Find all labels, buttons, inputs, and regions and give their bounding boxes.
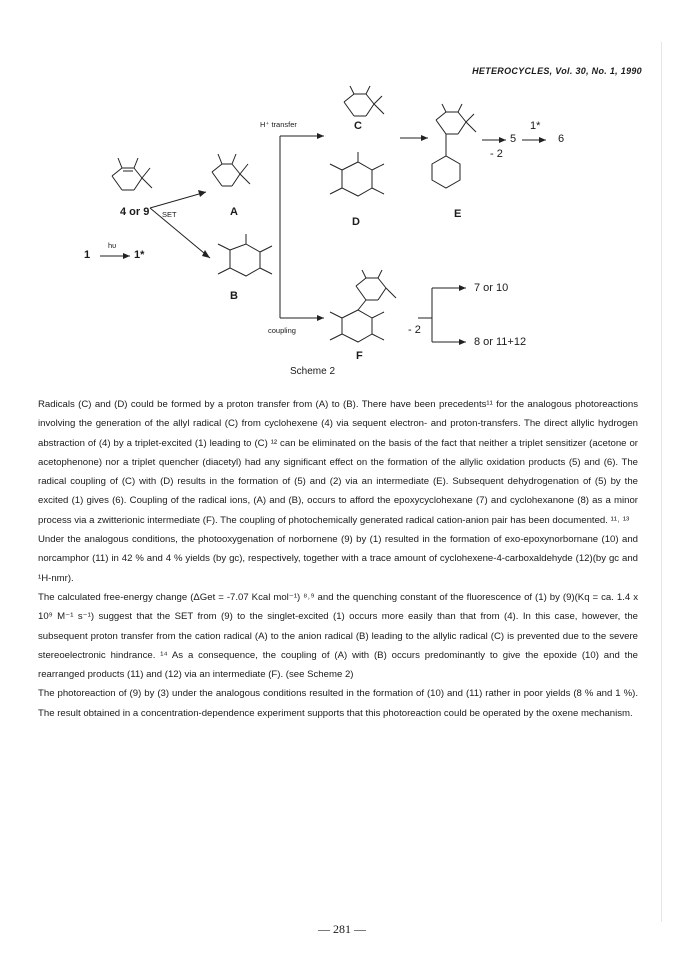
coupling-label: coupling <box>268 326 296 335</box>
product-6: 6 <box>558 133 565 145</box>
paragraph-free-energy: The calculated free-energy change (ΔGet = -7.07 Kcal mol⁻¹) ⁸˒⁹ and the quenching constant of the fluorescence of (1) by (9)(Kq = ca. 1.4 x 10⁹ M⁻¹ s⁻¹) suggest that the SET from (9) to the singlet-excited (1) occurs more easily than that from (4). In this case, however, the subsequent proton transfer from the cation radical (A) to the anion radical (B) leading to the allylic radical (C) is prevented due to the severe stereoelectronic hindrance. ¹⁴ As a consequence, the coupling of (A) with (B) occurs predominantly to give the epoxide (10) and the rearranged products (11) and (12) via an intermediate (F). (see Scheme 2) <box>38 591 638 681</box>
label-B: B <box>230 290 238 302</box>
label-E: E <box>454 208 462 220</box>
h-transfer-label: H⁺ transfer <box>260 120 297 129</box>
paragraph-norbornene: Under the analogous conditions, the photooxygenation of norbornene (9) by (1) resulted in the formation of exo-epoxynorbornane (10) and norcamphor (11) in 42 % and 4 % yields (by gc), respectively, together with a trace amount of cyclohexene-4-carboxaldehyde (12)(by gc and ¹H-nmr). <box>38 534 638 584</box>
minus-two-bottom: - 2 <box>408 324 421 336</box>
paragraph-radicals: Radicals (C) and (D) could be formed by a proton transfer from (A) to (B). There have been precedents¹¹ for the analogous photoreactions involving the generation of the allyl radical (C) from cyclohexene (4) via sequent electron- and proton-transfers. The direct allylic hydrogen abstraction of (4) by a triplet-excited (1) leading to (C) ¹² can be eliminated on the basis of the fact that neither a triplet sensitizer (acetone or acetophenone) nor a triplet quencher (diacetyl) had any significant effect on the formation of the allylic oxidation products (5) and (6). The radical coupling of (C) with (D) results in the formation of (5) and (2) via an intermediate (E). Subsequent dehydrogenation of (5) by the excited (1) gives (6). Coupling of the radical ions, (A) and (B), occurs to afford the epoxycyclohexane (7) and cyclohexanone (8) as a minor process via a zwitterionic intermediate (F). The coupling of photochemically generated radical cation-anion pair has been documented. ¹¹˒ ¹³ <box>38 399 638 526</box>
minus-two-top: - 2 <box>490 148 503 160</box>
page-edge-line <box>661 42 662 922</box>
label-F: F <box>356 350 363 362</box>
set-label: SET <box>162 210 177 219</box>
paragraph-photoreaction: The photoreaction of (9) by (3) under the analogous conditions resulted in the formation of (10) and (11) rather in poor yields (8 % and 1 %). The result obtained in a concentration-dependence experiment supports that this photoreaction could be operated by the oxene mechanism. <box>38 688 638 719</box>
oxyl-radical-D <box>330 152 384 196</box>
excited-reagent: 1* <box>134 249 145 261</box>
hv-label: hυ <box>108 241 117 250</box>
start-reagent: 1 <box>84 249 91 261</box>
product-7-or-10: 7 or 10 <box>474 282 509 294</box>
allyl-radical-C <box>344 86 384 116</box>
product-5: 5 <box>510 133 517 145</box>
label-A: A <box>230 206 238 218</box>
label-C: C <box>354 120 362 132</box>
reagent-1-excited: 1* <box>530 120 541 132</box>
page-number: — 281 — <box>318 922 366 936</box>
zwitterion-F <box>330 270 396 342</box>
anion-radical-B <box>218 234 272 276</box>
intermediate-E <box>432 104 476 188</box>
radical-cation-A <box>212 154 250 186</box>
body-text <box>38 395 638 723</box>
scheme-caption: Scheme 2 <box>290 366 336 377</box>
reactant-label: 4 or 9 <box>120 206 150 218</box>
running-header: HETEROCYCLES, Vol. 30, No. 1, 1990 <box>472 66 642 76</box>
reaction-scheme <box>70 80 590 380</box>
cyclohexene-structure <box>112 158 152 190</box>
product-8-or-11-12: 8 or 11+12 <box>474 336 527 348</box>
label-D: D <box>352 216 360 228</box>
scheme-drawing <box>70 80 590 380</box>
